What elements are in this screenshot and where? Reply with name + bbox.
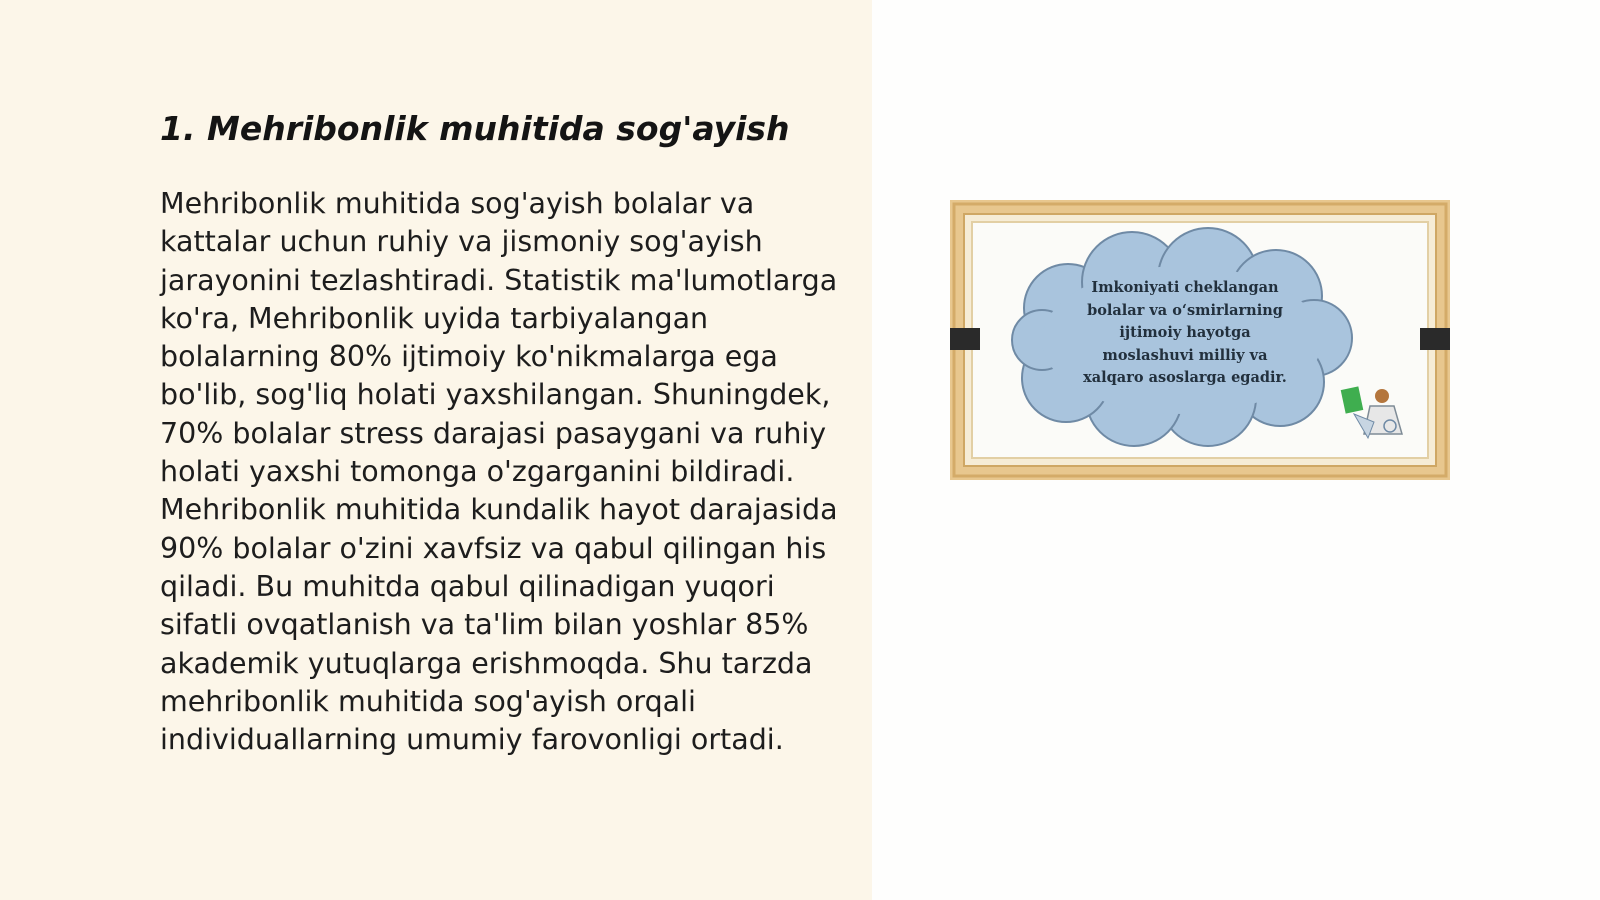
framed-board-picture	[950, 200, 1450, 480]
right-clip	[1420, 328, 1450, 350]
cloud-text-line-5: xalqaro asoslarga egadir.	[1083, 369, 1287, 386]
left-clip	[950, 328, 980, 350]
cloud-text-line-2: bolalar va o‘smirlarning	[1087, 302, 1283, 319]
slide-title: 1. Mehribonlik muhitida sog'ayish	[160, 109, 790, 148]
cloud-text-line-4: moslashuvi milliy va	[1102, 347, 1268, 364]
cloud-text-line-3: ijtimoiy hayotga	[1119, 324, 1251, 341]
slide-body-paragraph: Mehribonlik muhitida sog'ayish bolalar va kattalar uchun ruhiy va jismoniy sog'ayish jarayonini tezlashtiradi. Statistik ma'lumotlarga ko'ra, Mehribonlik uyida tarbiyalangan bolalarning 80% ijtimoiy ko'nikmalarga ega bo'lib, sog'liq holati yaxshilangan. Shuningdek, 70% bolalar stress darajasi pasaygani va ruhiy holati yaxshi tomonga o'zgarganini bildiradi. Mehribonlik muhitida kundalik hayot darajasida 90% bolalar o'zini xavfsiz va qabul qilingan his qiladi. Bu muhitda qabul qilinadigan yuqori sifatli ovqatlanish va ta'lim bilan yoshlar 85% akademik yutuqlarga erishmoqda. Shu tarzda mehribonlik muhitida sog'ayish orqali individuallarning umumiy farovonligi ortadi.	[160, 187, 838, 757]
board-illustration	[950, 200, 1450, 480]
cloud-text-line-1: Imkoniyati cheklangan	[1091, 279, 1279, 296]
